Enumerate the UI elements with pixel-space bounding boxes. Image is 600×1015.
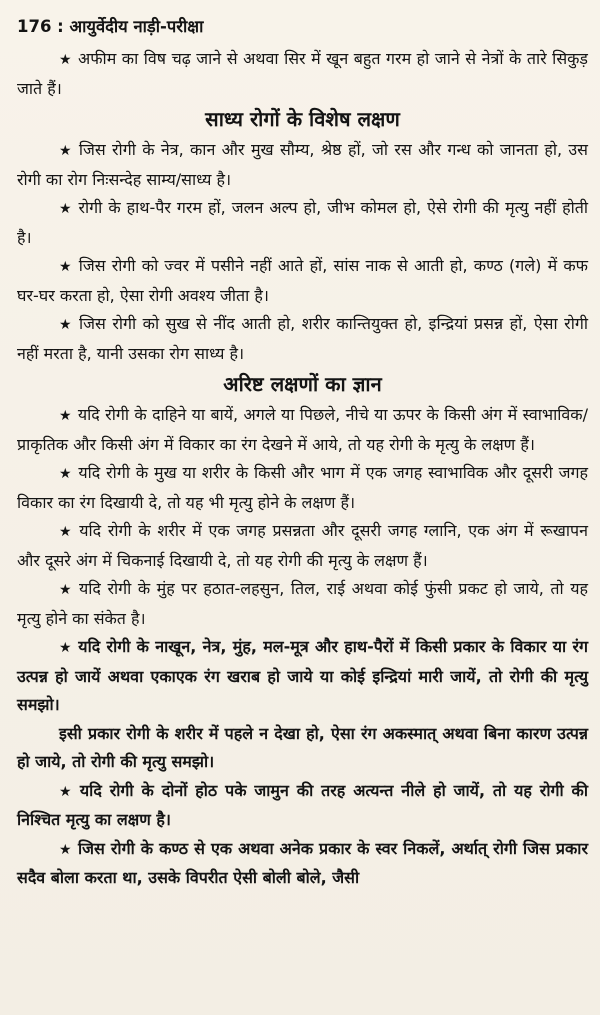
paragraph-text: यदि रोगी के नाखून, नेत्र, मुंह, मल-मूत्र और हाथ-पैरों में किसी प्रकार के विकार या रंग उत्पन्न हो जायें अथवा एकाएक रंग खराब हो जाये या कोई इन्द्रियां मारी जायें, तो रोगी की मृत्यु समझो। bbox=[17, 637, 588, 714]
paragraph bbox=[17, 459, 588, 517]
running-head: 176 : आयुर्वेदीय नाड़ी-परीक्षा bbox=[17, 17, 204, 36]
star-bullet-icon: ★ bbox=[59, 466, 73, 482]
paragraph bbox=[17, 252, 588, 310]
paragraph-text: यदि रोगी के शरीर में एक जगह प्रसन्नता और दूसरी जगह ग्लानि, एक अंग में रूखापन और दूसरे अंग में चिकनाई दिखायी दे, तो यह रोगी की मृत्यु के लक्षण हैं। bbox=[17, 521, 588, 570]
paragraph bbox=[17, 136, 588, 194]
paragraph bbox=[17, 777, 588, 835]
paragraph bbox=[17, 517, 588, 575]
paragraph-text: अफीम का विष चढ़ जाने से अथवा सिर में खून बहुत गरम हो जाने से नेत्रों के तारे सिकुड़ जाते हैं। bbox=[17, 49, 588, 98]
paragraph-text: रोगी के हाथ-पैर गरम हों, जलन अल्प हो, जीभ कोमल हो, ऐसे रोगी की मृत्यु नहीं होती है। bbox=[17, 198, 588, 247]
section-heading-arisht: अरिष्ट लक्षणों का ज्ञान bbox=[223, 372, 382, 396]
paragraph-text: यदि रोगी के दाहिने या बायें, अगले या पिछले, नीचे या ऊपर के किसी अंग में स्वाभाविक/प्राकृतिक और किसी अंग में विकार का रंग देखने में आये, तो यह रोगी के मृत्यु के लक्षण हैं। bbox=[17, 405, 588, 454]
paragraph bbox=[17, 194, 588, 252]
star-bullet-icon: ★ bbox=[59, 408, 72, 424]
paragraph bbox=[17, 720, 588, 777]
section-heading-sadhya: साध्य रोगों के विशेष लक्षण bbox=[205, 107, 400, 131]
star-bullet-icon: ★ bbox=[59, 524, 74, 540]
star-bullet-icon: ★ bbox=[59, 259, 73, 275]
paragraph-text: जिस रोगी के कण्ठ से एक अथवा अनेक प्रकार के स्वर निकलें, अर्थात् रोगी जिस प्रकार सदैव बोला करता था, उसके विपरीत ऐसी बोली बोले, जैसी bbox=[17, 838, 588, 887]
paragraph bbox=[17, 835, 588, 893]
paragraph-text: यदि रोगी के मुख या शरीर के किसी और भाग में एक जगह स्वाभाविक और दूसरी जगह विकार का रंग दिखायी दे, तो यह भी मृत्यु होने के लक्षण हैं। bbox=[17, 463, 588, 512]
star-bullet-icon: ★ bbox=[59, 201, 73, 217]
star-bullet-icon: ★ bbox=[59, 317, 73, 333]
paragraph-text: जिस रोगी को ज्वर में पसीने नहीं आते हों, सांस नाक से आती हो, कण्ठ (गले) में कफ घर-घर करता हो, ऐसा रोगी अवश्य जीता है। bbox=[17, 256, 588, 305]
paragraph bbox=[17, 633, 588, 720]
paragraph bbox=[17, 310, 588, 368]
paragraph-text: जिस रोगी को सुख से नींद आती हो, शरीर कान्तियुक्त हो, इन्द्रियां प्रसन्न हों, ऐसा रोगी नहीं मरता है, यानी उसका रोग साध्य है। bbox=[17, 314, 588, 363]
paragraph bbox=[17, 401, 588, 459]
paragraph-text: इसी प्रकार रोगी के शरीर में पहले न देखा हो, ऐसा रंग अकस्मात् अथवा बिना कारण उत्पन्न हो जाये, तो रोगी की मृत्यु समझो। bbox=[17, 723, 588, 771]
intro-paragraph bbox=[17, 45, 588, 103]
star-bullet-icon: ★ bbox=[59, 783, 74, 800]
star-bullet-icon: ★ bbox=[59, 640, 73, 656]
paragraph-text: जिस रोगी के नेत्र, कान और मुख सौम्य, श्रेष्ठ हों, जो रस और गन्ध को जानता हो, उस रोगी का रोग निःसन्देह साम्य/साध्य है। bbox=[17, 140, 588, 189]
star-bullet-icon: ★ bbox=[59, 841, 73, 858]
star-bullet-icon: ★ bbox=[59, 582, 73, 598]
paragraph bbox=[17, 575, 588, 633]
star-bullet-icon: ★ bbox=[59, 52, 72, 68]
star-bullet-icon: ★ bbox=[59, 143, 73, 159]
paragraph-text: यदि रोगी के मुंह पर हठात-लहसुन, तिल, राई अथवा कोई फुंसी प्रकट हो जाये, तो यह मृत्यु होने का संकेत है। bbox=[17, 579, 588, 628]
paragraph-text: यदि रोगी के दोनों होठ पके जामुन की तरह अत्यन्त नीले हो जायें, तो यह रोगी की निश्चित मृत्यु का लक्षण है। bbox=[17, 780, 588, 829]
